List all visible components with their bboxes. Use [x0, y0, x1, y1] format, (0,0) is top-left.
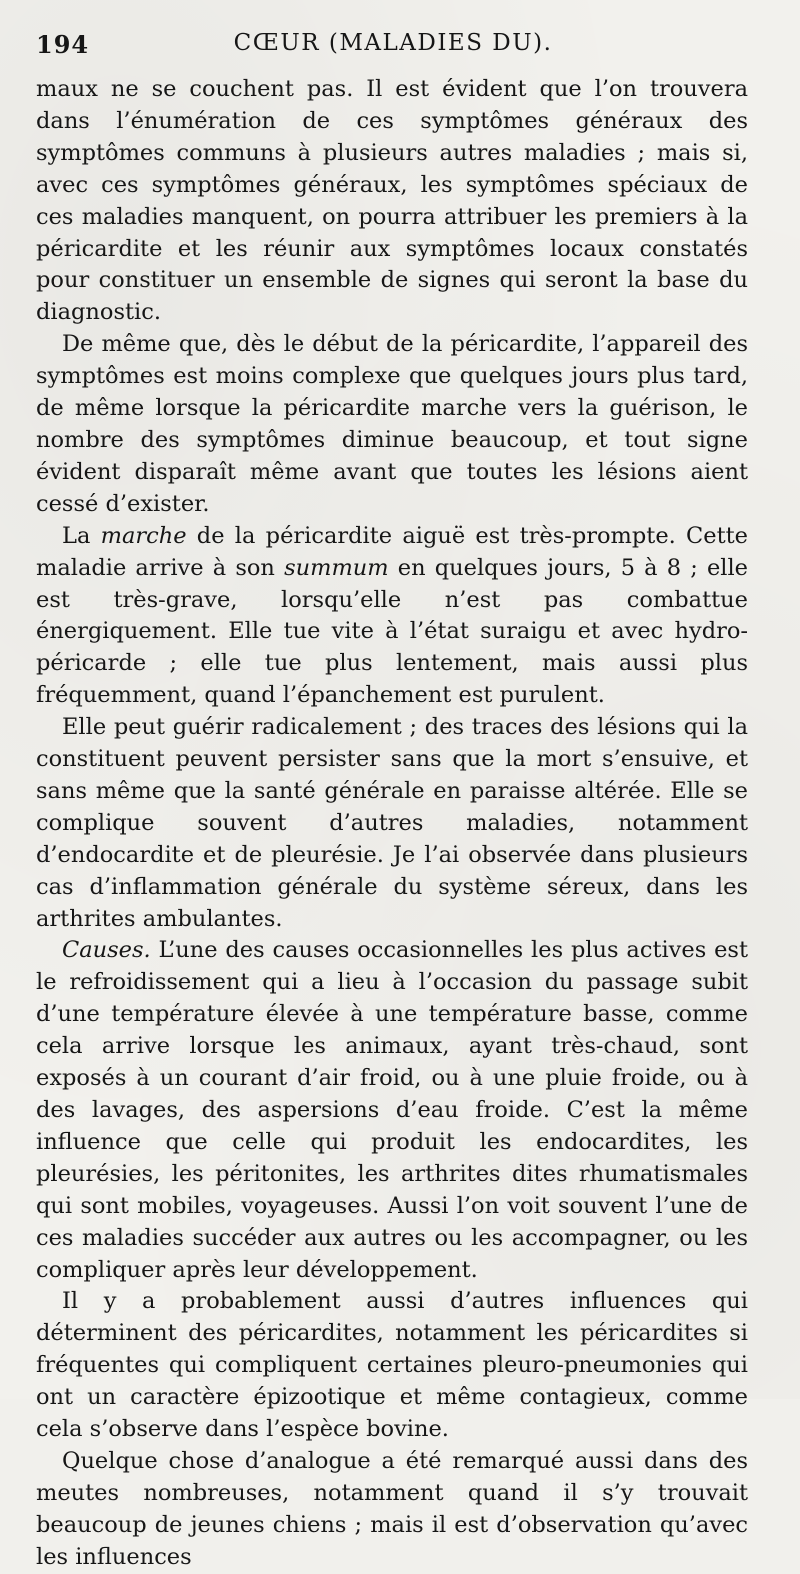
- paragraph: [36, 1286, 748, 1446]
- paragraph: [36, 935, 748, 1286]
- text-run: maux ne se couchent pas. Il est évident que l’on trouvera dans l’énumération de ces symptômes généraux des symptômes communs à plusieurs autres maladies ; mais si, avec ces symptômes généraux, les symptômes spéciaux de ces maladies manquent, on pourra attribuer les premiers à la péricardite et les réunir aux symptômes locaux constatés pour constituer un ensemble de signes qui seront la base du diagnostic.: [36, 76, 748, 326]
- text-run: en quelques jours, 5 à 8 ; elle est très-grave, lorsqu’elle n’est pas combattue énergiquement. Elle tue vite à l’état suraigu et avec hydro-péricarde ; elle tue plus lentement, mais aussi plus fréquemment, quand l’épanchement est purulent.: [36, 554, 748, 709]
- paragraph: [36, 521, 748, 712]
- italic-text: summum: [284, 554, 389, 581]
- paragraph: [36, 329, 748, 520]
- text-run: Quelque chose d’analogue a été remarqué aussi dans des meutes nombreuses, notamment quand il s’y trouvait beaucoup de jeunes chiens ; mais il est d’observation qu’avec les influences: [36, 1447, 748, 1570]
- running-title: CŒUR (MALADIES DU).: [233, 30, 553, 56]
- italic-text: Causes.: [62, 937, 151, 964]
- paragraph: [36, 1446, 748, 1574]
- text-run: Elle peut guérir radicalement ; des traces des lésions qui la constituent peuvent persister sans que la mort s’ensuive, et sans même que la santé générale en paraisse altérée. Elle se complique souvent d’autres maladies, notamment d’endocardite et de pleurésie. Je l’ai observée dans plusieurs cas d’inflammation générale du système séreux, dans les arthrites ambulantes.: [36, 714, 748, 932]
- text-run: Il y a probablement aussi d’autres influences qui déterminent des péricardites, notamment les péricardites si fréquentes qui compliquent certaines pleuro-pneumonies qui ont un caractère épizootique et même contagieux, comme cela s’observe dans l’espèce bovine.: [36, 1288, 748, 1443]
- running-head: [36, 30, 750, 74]
- paragraph: [36, 712, 748, 935]
- text-run: De même que, dès le début de la péricardite, l’appareil des symptômes est moins complexe que quelques jours plus tard, de même lorsque la péricardite marche vers la guérison, le nombre des symptômes diminue beaucoup, et tout signe évident disparaît même avant que toutes les lésions aient cessé d’exister.: [36, 331, 748, 517]
- paragraph: [36, 74, 748, 329]
- italic-text: marche: [100, 522, 187, 549]
- page-number: 194: [36, 30, 90, 59]
- text-run: L’une des causes occasionnelles les plus actives est le refroidissement qui a lieu à l’occasion du passage subit d’une température élevée à une température basse, comme cela arrive lorsque les animaux, ayant très-chaud, sont exposés à un courant d’air froid, ou à une pluie froide, ou à des lavages, des aspersions d’eau froide. C’est la même influence que celle qui produit les endocardites, les pleurésies, les péritonites, les arthrites dites rhumatismales qui sont mobiles, voyageuses. Aussi l’on voit souvent l’une de ces maladies succéder aux autres ou les accompagner, ou les compliquer après leur développement.: [36, 937, 748, 1283]
- text-run: La: [62, 522, 101, 549]
- body-text: [36, 74, 748, 1574]
- text-run: de la péricardite aiguë est très-prompte. Cette maladie arrive à son: [36, 522, 748, 581]
